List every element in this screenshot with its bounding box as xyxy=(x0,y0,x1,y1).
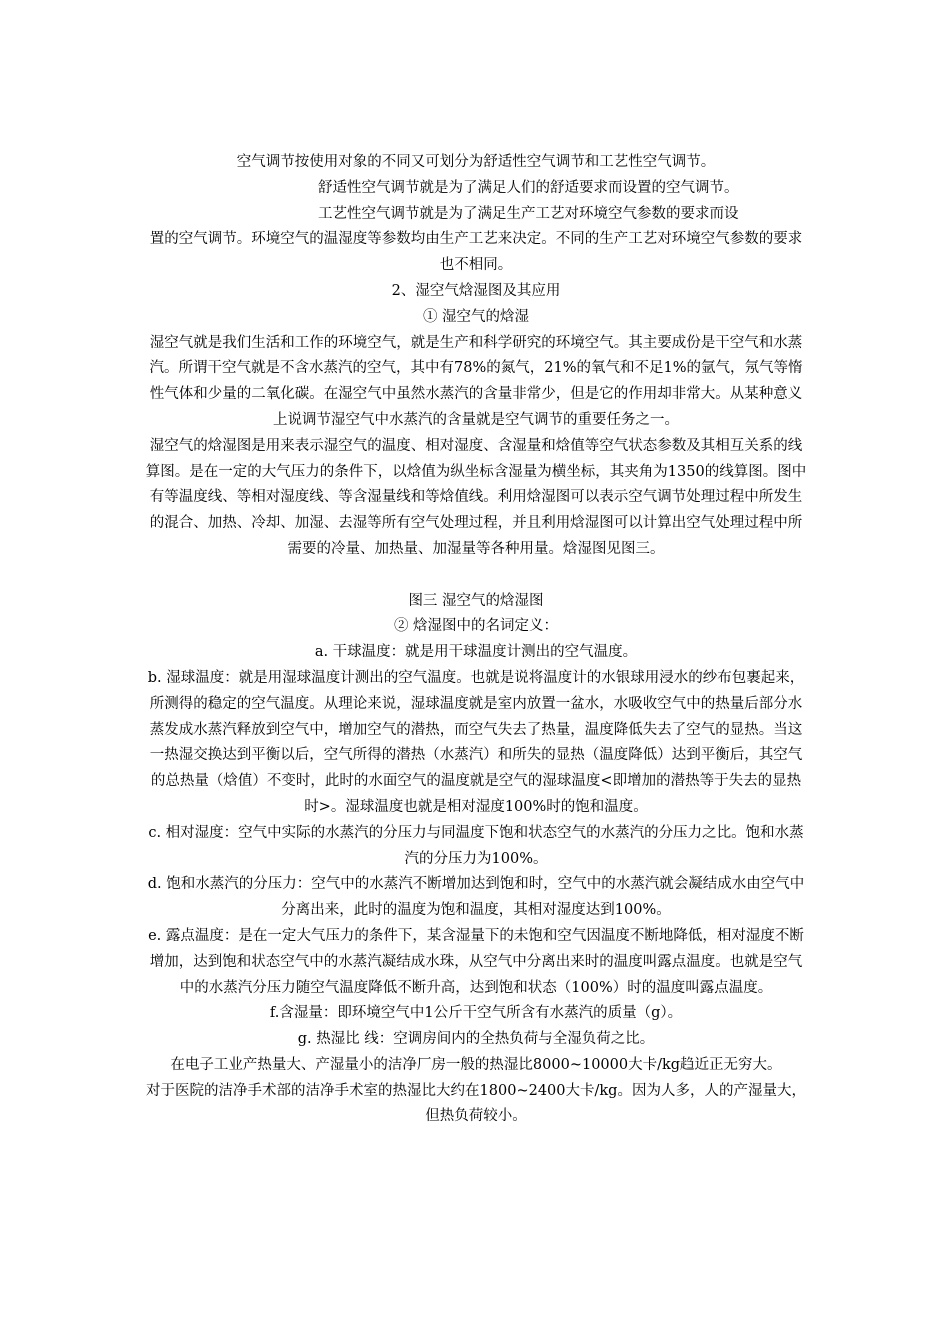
paragraph-psychrometric-chart: 湿空气的焓湿图是用来表示湿空气的温度、相对湿度、含湿量和焓值等空气状态参数及其相互关系的线算图。是在一定的大气压力的条件下，以焓值为纵坐标含湿量为横坐标，其夹角为1350的线算图。图中有等温度线、等相对湿度线、等含湿量线和等焓值线。利用焓湿图可以表示空气调节处理过程中所发生的混合、加热、冷却、加湿、去湿等所有空气处理过程，并且利用焓湿图可以计算出空气处理过程中所需要的冷量、加热量、加湿量等各种用量。焓湿图见图三。 xyxy=(145,437,807,557)
section-heading-psychrometric: 2、湿空气焓湿图及其应用 xyxy=(391,282,561,299)
paragraph-ac-classification: 空气调节按使用对象的不同又可划分为舒适性空气调节和工艺性空气调节。 xyxy=(236,154,716,170)
definition-dew-point: e. 露点温度：是在一定大气压力的条件下，某含湿量下的未饱和空气因温度不断地降低，相对湿度不断增加，达到饱和状态空气中的水蒸汽凝结成水珠，从空气中分离出来时的温度叫露点温度。也就是空气中的水蒸汽分压力随空气温度降低不断升高，达到饱和状态（100%）时的温度叫露点温度。 xyxy=(148,927,804,996)
definition-heat-moisture-ratio: g. 热湿比 线：空调房间内的全热负荷与全湿负荷之比。 xyxy=(297,1031,655,1048)
subheading-definitions: ② 焓湿图中的名词定义： xyxy=(393,618,559,635)
definition-saturation-pressure: d. 饱和水蒸汽的分压力：空气中的水蒸汽不断增加达到饱和时，空气中的水蒸汽就会凝结成水由空气中分离出来，此时的温度为饱和温度，其相对湿度达到100%。 xyxy=(147,876,805,919)
paragraph-comfort-ac: 舒适性空气调节就是为了满足人们的舒适要求而设置的空气调节。 xyxy=(318,179,739,196)
figure-placeholder-gap xyxy=(145,563,807,589)
definition-relative-humidity: c. 相对湿度：空气中实际的水蒸汽的分压力与同温度下饱和状态空气的水蒸汽的分压力之比。饱和水蒸汽的分压力为100%。 xyxy=(148,824,804,867)
definition-moisture-content: f.含湿量：即环境空气中1公斤干空气所含有水蒸汽的质量（g）。 xyxy=(269,1005,683,1022)
paragraph-process-ac-rest: 置的空气调节。环境空气的温湿度等参数均由生产工艺来决定。不同的生产工艺对环境空气参数的要求也不相同。 xyxy=(149,231,803,274)
figure-caption: 图三 湿空气的焓湿图 xyxy=(408,592,544,609)
subheading-moist-air-enthalpy: ① 湿空气的焓湿 xyxy=(422,308,530,325)
paragraph-moist-air: 湿空气就是我们生活和工作的环境空气，就是生产和科学研究的环境空气。其主要成份是干空气和水蒸汽。所谓干空气就是不含水蒸汽的空气，其中有78%的氮气，21%的氧气和不足1%的氩气，氖气等惰性气体和少量的二氧化碳。在湿空气中虽然水蒸汽的含量非常少，但是它的作用却非常大。从某种意义上说调节湿空气中水蒸汽的含量就是空气调节的重要任务之一。 xyxy=(149,334,803,428)
definition-dry-bulb: a. 干球温度：就是用干球温度计测出的空气温度。 xyxy=(314,644,638,661)
paragraph-electronics-industry: 在电子工业产热量大、产湿量小的洁净厂房一般的热湿比8000~10000大卡/kg趋近正无穷大。 xyxy=(170,1056,782,1073)
paragraph-hospital-or: 对于医院的洁净手术部的洁净手术室的热湿比大约在1800~2400大卡/kg。因为人多，人的产湿量大，但热负荷较小。 xyxy=(146,1082,806,1125)
paragraph-process-ac-first-line: 工艺性空气调节就是为了满足生产工艺对环境空气参数的要求而设 xyxy=(318,205,739,222)
document-body xyxy=(145,150,807,1130)
definition-wet-bulb: b. 湿球温度：就是用湿球温度计测出的空气温度。也就是说将温度计的水银球用浸水的纱布包裹起来，所测得的稳定的空气温度。从理论来说，湿球温度就是室内放置一盆水，水吸收空气中的热量后部分水蒸发成水蒸汽释放到空气中，增加空气的潜热，而空气失去了热量，温度降低失去了空气的显热。当这一热湿交换达到平衡以后，空气所得的潜热（水蒸汽）和所失的显热（温度降低）达到平衡后，其空气的总热量（焓值）不变时，此时的水面空气的温度就是空气的湿球温度<即增加的潜热等于失去的显热时>。湿球温度也就是相对湿度100%时的饱和温度。 xyxy=(147,669,805,815)
